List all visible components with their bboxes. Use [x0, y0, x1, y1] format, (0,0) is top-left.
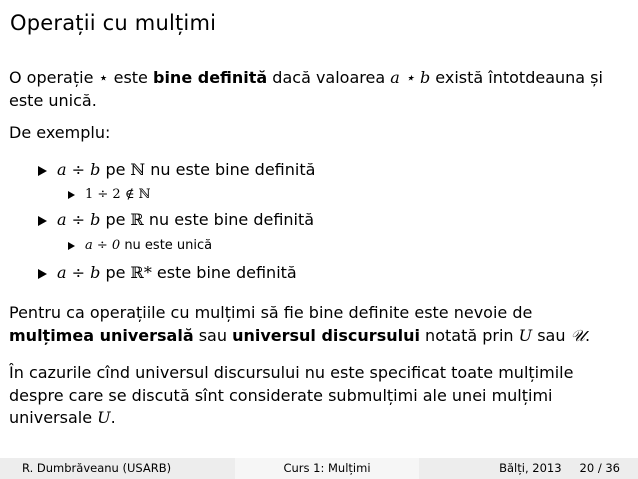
footer-right [419, 458, 638, 479]
math-set: ℝ* [130, 263, 152, 282]
bullet-triangle-icon [38, 269, 47, 279]
text: despre care se discută sînt considerate submulțimi ale unei mulțimi [9, 385, 553, 405]
text: nu este bine definită [145, 160, 316, 179]
text: pe [100, 210, 131, 229]
text: notată prin [419, 325, 519, 345]
text: O operație [9, 68, 99, 87]
text: . [584, 325, 591, 345]
math-symbol: U [518, 325, 533, 345]
text: sau [193, 325, 233, 345]
text: pe [100, 263, 131, 282]
text: . [110, 408, 116, 427]
text: nu este unică [120, 238, 213, 253]
math-expression: a ÷ b [57, 160, 101, 179]
math-symbol: 𝒰 [570, 325, 585, 345]
math-expression: a ÷ 0 [85, 238, 121, 253]
footer-place-date: Bălți, 2013 [499, 461, 562, 475]
text: universale [9, 408, 98, 427]
sub-list-item [68, 187, 150, 202]
math-expression: a ÷ b [57, 263, 101, 282]
universe-paragraph [9, 302, 619, 347]
text: În cazurile cînd universul discursului nu este specificat toate mulțimile [9, 363, 574, 382]
sub-list-item [68, 238, 212, 253]
text: există întotdeauna și [430, 68, 603, 87]
text: este unică. [9, 90, 97, 110]
definition-paragraph [9, 67, 619, 112]
bullet-triangle-icon [38, 216, 47, 226]
text: pe [100, 160, 131, 179]
math-set: ℝ [130, 210, 144, 229]
math-expression: a ÷ b [57, 210, 101, 229]
text: este bine definită [151, 263, 297, 282]
math-set: ℕ [130, 160, 146, 179]
footer-page-number: 20 / 36 [579, 461, 620, 475]
text: Pentru ca operațiile cu mulțimi să fie bine definite este nevoie de [9, 303, 533, 322]
text: dacă valoarea [267, 68, 391, 87]
list-item [38, 160, 315, 179]
footer-author: R. Dumbrăveanu (USARB) [0, 458, 235, 479]
math-expression: 1 ÷ 2 ∉ ℕ [85, 187, 151, 202]
bold-term: universul discursului [232, 325, 420, 345]
footer-course: Curs 1: Mulțimi [235, 458, 419, 479]
list-item [38, 210, 314, 229]
bullet-triangle-icon [38, 166, 47, 176]
text: nu este bine definită [143, 210, 315, 229]
example-label: De exemplu: [9, 123, 111, 142]
bullet-triangle-icon [68, 191, 75, 199]
text: este [108, 68, 153, 87]
note-paragraph [9, 362, 619, 430]
bold-term: mulțimea universală [9, 325, 194, 345]
star-operator: ⋆ [98, 68, 109, 87]
math-expression: a ⋆ b [390, 68, 431, 87]
footer-bar [0, 458, 638, 479]
math-symbol: U [97, 408, 111, 427]
list-item [38, 263, 297, 282]
bullet-triangle-icon [68, 242, 75, 250]
text: sau [532, 325, 571, 345]
bold-term: bine definită [152, 68, 268, 87]
slide-title: Operații cu mulțimi [10, 11, 217, 35]
